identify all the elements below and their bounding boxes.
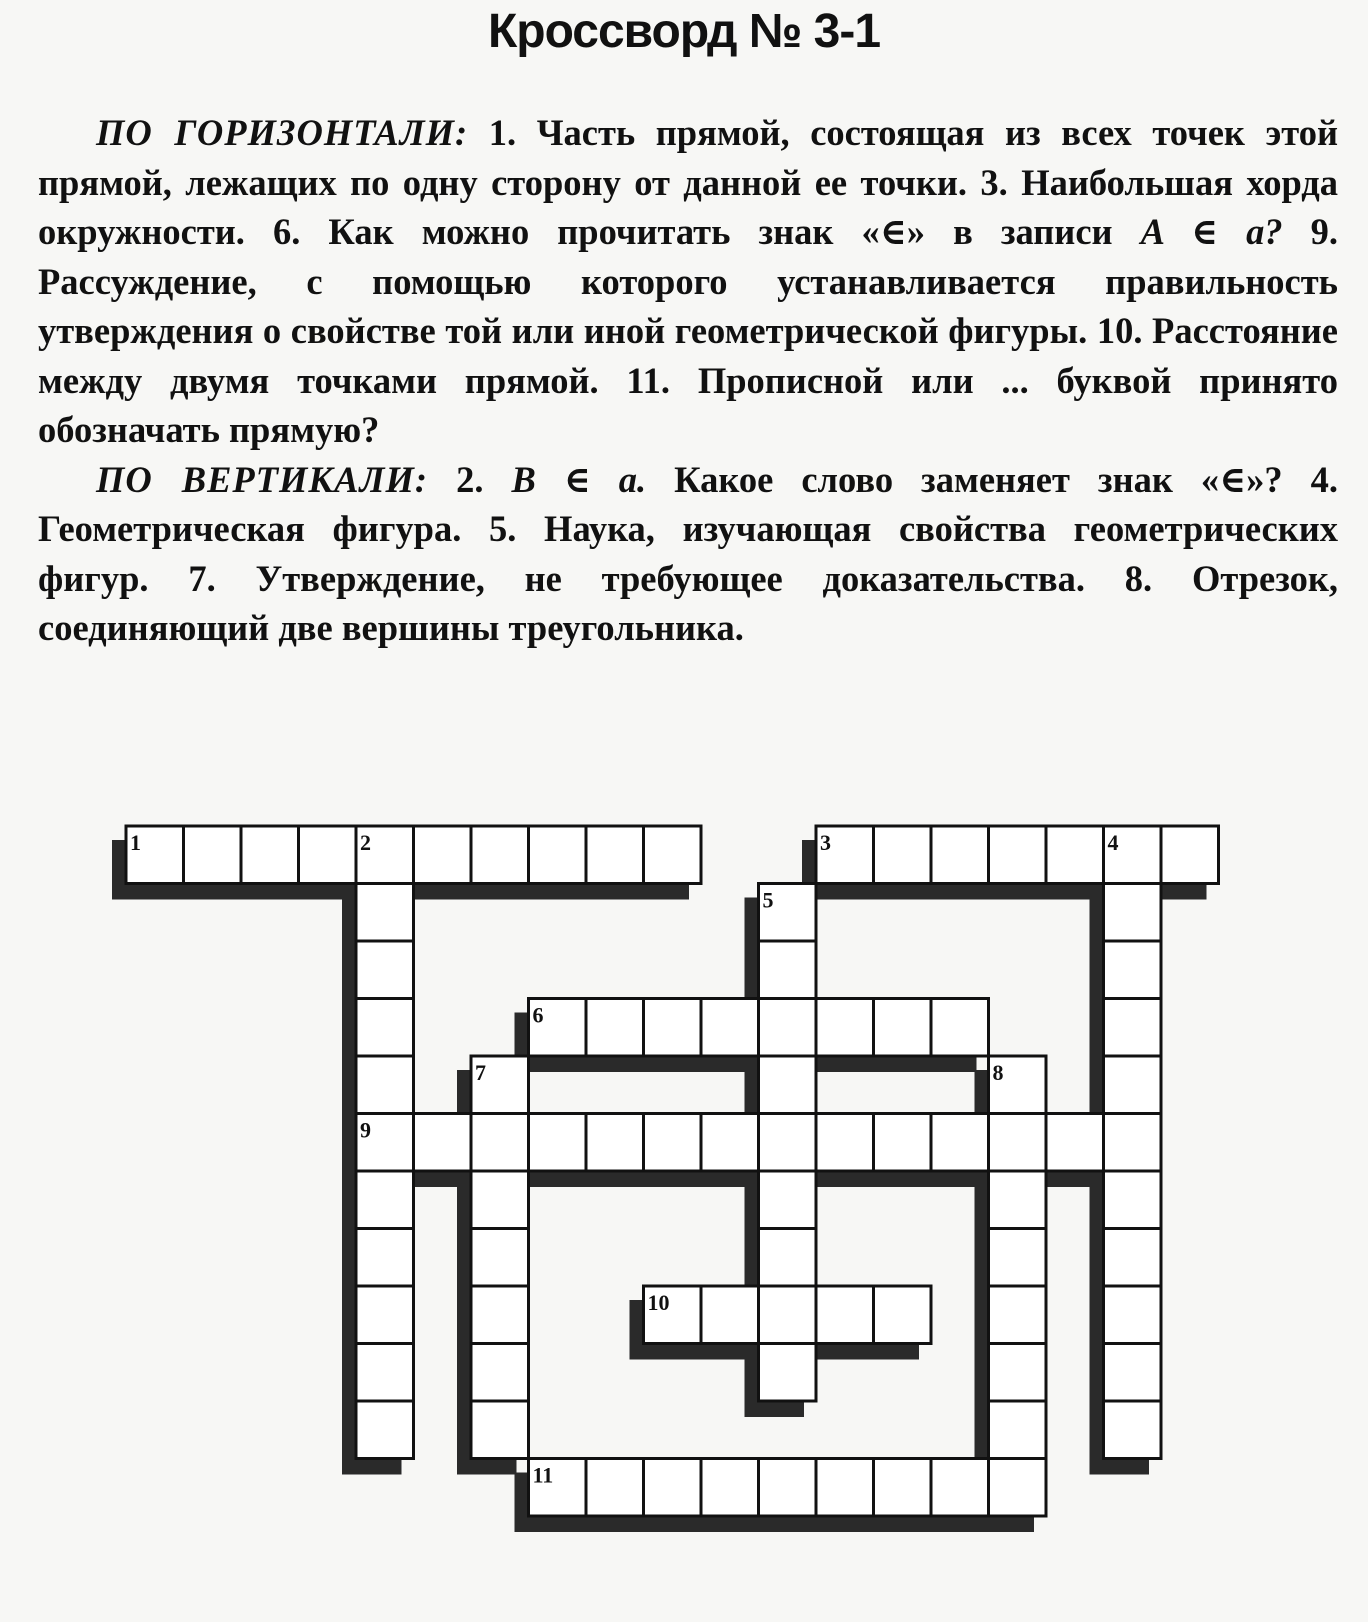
crossword-cell[interactable]: [816, 1286, 874, 1344]
crossword-cell[interactable]: [356, 941, 414, 999]
crossword-cell[interactable]: [989, 1401, 1047, 1459]
cell-number-3: 3: [820, 830, 831, 855]
cell-number-5: 5: [762, 887, 774, 913]
cell-number-6: 6: [532, 1002, 544, 1028]
cell-number-4: 4: [1107, 830, 1119, 855]
crossword-cell[interactable]: [989, 1114, 1047, 1172]
crossword-cell[interactable]: [471, 1229, 529, 1287]
crossword-cell[interactable]: [529, 826, 587, 884]
clue-2-symbol: B ∈ a.: [511, 458, 647, 500]
crossword-cell[interactable]: [1046, 1114, 1104, 1172]
crossword-cell[interactable]: [874, 1286, 932, 1344]
clue-6-symbol: A ∈ a?: [1140, 211, 1283, 252]
cell-number-1: 1: [130, 830, 141, 855]
clue-1-number: 1.: [488, 112, 517, 153]
clue-2-number: 2.: [456, 458, 484, 500]
clue-7-text: Утверждение, не требующее доказательства.: [255, 557, 1086, 599]
crossword-cell[interactable]: [931, 826, 989, 884]
crossword-cell[interactable]: [1104, 1171, 1162, 1229]
crossword-cell[interactable]: [1104, 941, 1162, 999]
clue-8-number: 8.: [1124, 557, 1153, 599]
crossword-cell[interactable]: [759, 1459, 817, 1517]
clue-3-number: 3.: [980, 161, 1008, 203]
clue-10-number: 10.: [1096, 310, 1143, 351]
crossword-title: Кроссворд № 3-1: [487, 5, 881, 58]
crossword-cell[interactable]: [356, 999, 414, 1057]
crossword-cell[interactable]: [414, 826, 472, 884]
crossword-cell[interactable]: [816, 1114, 874, 1172]
clue-11-text: Прописной или ... буквой принято обозначать прямую?: [38, 359, 1338, 450]
crossword-cell[interactable]: [931, 1459, 989, 1517]
clue-6-text: Как можно прочитать знак «∈» в записи: [328, 211, 1113, 252]
crossword-cell[interactable]: [1104, 1286, 1162, 1344]
crossword-cell[interactable]: [644, 1114, 702, 1172]
cell-number-11: 11: [532, 1462, 554, 1488]
clue-3-text: Наибольшая хорда окружности.: [38, 161, 1339, 252]
crossword-cell[interactable]: [816, 1459, 874, 1517]
crossword-cell[interactable]: [356, 1344, 414, 1402]
crossword-cell[interactable]: [1161, 826, 1219, 884]
crossword-cell[interactable]: [471, 1344, 529, 1402]
crossword-cell[interactable]: [586, 999, 644, 1057]
clue-4-text: Геометрическая фигура.: [38, 508, 462, 549]
crossword-cell[interactable]: [989, 826, 1047, 884]
crossword-cell[interactable]: [989, 1286, 1047, 1344]
crossword-cell[interactable]: [471, 826, 529, 884]
crossword-cell[interactable]: [931, 1114, 989, 1172]
crossword-cell[interactable]: [241, 826, 299, 884]
crossword-cell[interactable]: [1104, 1401, 1162, 1459]
crossword-cell[interactable]: [989, 1344, 1047, 1402]
crossword-cell[interactable]: [356, 1229, 414, 1287]
crossword-cell[interactable]: [644, 826, 702, 884]
crossword-cell[interactable]: [759, 1286, 817, 1344]
clue-9-number: 9.: [1310, 211, 1339, 252]
clue-11-number: 11.: [626, 359, 671, 401]
cell-number-9: 9: [360, 1117, 371, 1143]
grid-cells: [126, 826, 1219, 1516]
crossword-cell[interactable]: [701, 1114, 759, 1172]
cell-number-10: 10: [647, 1290, 670, 1315]
crossword-cell[interactable]: [989, 1459, 1047, 1517]
crossword-cell[interactable]: [759, 1344, 817, 1402]
crossword-cell[interactable]: [586, 1459, 644, 1517]
clue-9-text: Рассуждение, с помощью которого устанавливается правильность утверждения о свойстве той или иной геометрической фигуры.: [38, 260, 1338, 351]
crossword-cell[interactable]: [1104, 999, 1162, 1057]
crossword-cell[interactable]: [701, 999, 759, 1057]
clue-5-number: 5.: [489, 508, 517, 549]
crossword-cell[interactable]: [701, 1286, 759, 1344]
crossword-cell[interactable]: [356, 1056, 414, 1114]
clue-10-text: Расстояние между двумя точками прямой.: [38, 310, 1339, 401]
clue-7-number: 7.: [188, 557, 216, 599]
crossword-cell[interactable]: [644, 1459, 702, 1517]
crossword-cell[interactable]: [816, 999, 874, 1057]
crossword-cell[interactable]: [759, 1114, 817, 1172]
crossword-cell[interactable]: [1104, 884, 1162, 942]
cell-number-7: 7: [475, 1060, 486, 1085]
crossword-cell[interactable]: [586, 826, 644, 884]
clue-4-number: 4.: [1310, 458, 1339, 500]
crossword-cell[interactable]: [1104, 1344, 1162, 1402]
crossword-cell[interactable]: [759, 1056, 817, 1114]
clue-8-text: Отрезок, соединяющий две вершины треугольника.: [38, 557, 1339, 648]
crossword-cell[interactable]: [184, 826, 242, 884]
crossword-cell[interactable]: [1104, 1056, 1162, 1114]
clue-2-text: Какое слово заменяет знак «∈»?: [674, 458, 1283, 500]
crossword-cell[interactable]: [759, 1171, 817, 1229]
crossword-cell[interactable]: [299, 826, 357, 884]
cell-number-2: 2: [360, 830, 371, 855]
crossword-cell[interactable]: [471, 1401, 529, 1459]
crossword-cell[interactable]: [1046, 826, 1104, 884]
crossword-cell[interactable]: [356, 1171, 414, 1229]
crossword-cell[interactable]: [874, 826, 932, 884]
crossword-cell[interactable]: [759, 999, 817, 1057]
crossword-cell[interactable]: [471, 1171, 529, 1229]
crossword-cell[interactable]: [586, 1114, 644, 1172]
cell-number-8: 8: [992, 1060, 1004, 1085]
crossword-cell[interactable]: [414, 1114, 472, 1172]
crossword-cell[interactable]: [759, 941, 817, 999]
crossword-cell[interactable]: [931, 999, 989, 1057]
crossword-cell[interactable]: [356, 1401, 414, 1459]
crossword-cell[interactable]: [1104, 1229, 1162, 1287]
crossword-cell[interactable]: [989, 1171, 1047, 1229]
crossword-cell[interactable]: [874, 999, 932, 1057]
crossword-cell[interactable]: [759, 1229, 817, 1287]
crossword-cell[interactable]: [989, 1229, 1047, 1287]
crossword-cell[interactable]: [471, 1114, 529, 1172]
down-header: ПО ВЕРТИКАЛИ:: [96, 458, 429, 500]
crossword-cell[interactable]: [644, 999, 702, 1057]
across-header: ПО ГОРИЗОНТАЛИ:: [96, 112, 469, 153]
clue-6-number: 6.: [272, 211, 301, 252]
crossword-cell[interactable]: [701, 1459, 759, 1517]
crossword-cell[interactable]: [1104, 1114, 1162, 1172]
crossword-cell[interactable]: [356, 884, 414, 942]
crossword-cell[interactable]: [356, 1286, 414, 1344]
clue-5-text: Наука, изучающая свойства геометрических фигур.: [38, 508, 1339, 599]
crossword-cell[interactable]: [874, 1459, 932, 1517]
clue-1-text: Часть прямой, состоящая из всех точек этой прямой, лежащих по одну сторону от данной ее точки.: [38, 112, 1339, 203]
crossword-cell[interactable]: [874, 1114, 932, 1172]
crossword-cell[interactable]: [471, 1286, 529, 1344]
crossword-cell[interactable]: [529, 1114, 587, 1172]
